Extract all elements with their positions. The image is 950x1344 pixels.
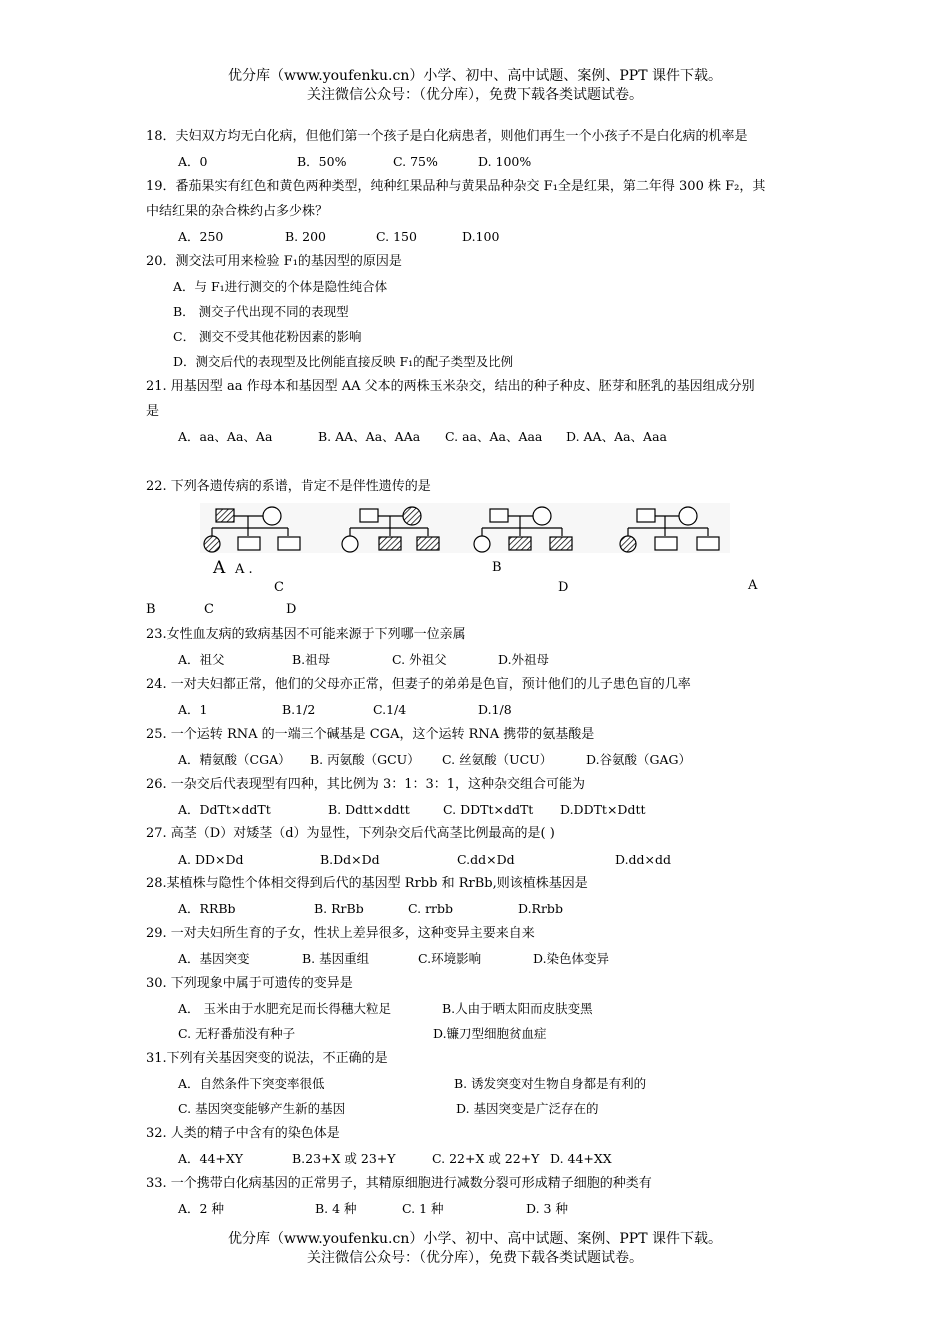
- pedigree-label-d: D: [558, 580, 569, 595]
- q26-option-c: C. DDTt×ddTt: [443, 802, 534, 817]
- q25-option-d: D.谷氨酸（GAG）: [586, 752, 692, 767]
- q24-option-c: C.1/4: [373, 702, 407, 717]
- pedigree-label-c: C: [274, 580, 284, 595]
- q20-option-d: D．测交后代的表现型及比例能直接反映 F₁的配子类型及比例: [173, 354, 514, 369]
- pedigree-label-a-right: A: [748, 578, 758, 593]
- question-20-stem: 20．测交法可用来检验 F₁的基因型的原因是: [146, 254, 402, 269]
- q25-option-a: A．精氨酸（CGA）: [178, 752, 291, 767]
- q26-option-b: B. Ddtt×ddtt: [328, 802, 410, 817]
- q28-option-c: C. rrbb: [408, 901, 454, 916]
- pedigree-diagrams: [200, 503, 730, 553]
- q19-option-d: D.100: [462, 229, 500, 244]
- q18-option-d: D. 100%: [478, 154, 532, 169]
- q20-option-b: B． 测交子代出现不同的表现型: [173, 304, 349, 319]
- footer-line-1: 优分库（www.youfenku.cn）小学、初中、高中试题、案例、PPT 课件下载。: [227, 1231, 722, 1247]
- question-32-stem: 32. 人类的精子中含有的染色体是: [146, 1126, 340, 1141]
- q18-option-a: A．0: [178, 154, 208, 169]
- question-26-stem: 26. 一杂交后代表现型有四种，其比例为 3：1：3：1，这种杂交组合可能为: [146, 777, 586, 792]
- question-31-stem: 31.下列有关基因突变的说法，不正确的是: [146, 1051, 388, 1066]
- q27-option-d: D.dd×dd: [615, 852, 672, 867]
- q30-option-c: C. 无籽番茄没有种子: [178, 1026, 296, 1041]
- q29-option-d: D.染色体变异: [533, 951, 610, 966]
- q33-option-a: A．2 种: [178, 1201, 224, 1216]
- q19-option-b: B. 200: [285, 229, 326, 244]
- q26-option-d: D.DDTt×Ddtt: [560, 802, 646, 817]
- q20-option-a: A．与 F₁进行测交的个体是隐性纯合体: [173, 279, 388, 294]
- q21-option-b: B. AA、Aa、AAa: [318, 429, 421, 444]
- q19-option-c: C. 150: [376, 229, 417, 244]
- q18-option-b: B．50%: [297, 154, 347, 169]
- question-25-stem: 25. 一个运转 RNA 的一端三个碱基是 CGA，这个运转 RNA 携带的氨基酸是: [146, 727, 595, 742]
- q32-option-c: C. 22+X 或 22+Y: [432, 1151, 540, 1166]
- q19-option-a: A．250: [178, 229, 224, 244]
- question-19-stem-1: 19．番茄果实有红色和黄色两种类型，纯种红果品种与黄果品种杂交 F₁全是红果，第二年得 300 株 F₂，其: [146, 179, 766, 194]
- q23-option-a: A．祖父: [178, 652, 225, 667]
- q32-option-a: A．44+XY: [178, 1151, 244, 1166]
- q27-option-c: C.dd×Dd: [457, 852, 515, 867]
- question-24-stem: 24. 一对夫妇都正常，他们的父母亦正常，但妻子的弟弟是色盲，预计他们的儿子患色盲的几率: [146, 677, 691, 692]
- q31-option-a: A．自然条件下突变率很低: [178, 1076, 325, 1091]
- pedigree-row-label-b: B: [146, 602, 156, 617]
- q24-option-d: D.1/8: [478, 702, 512, 717]
- question-30-stem: 30. 下列现象中属于可遗传的变异是: [146, 976, 353, 991]
- q21-option-a: A．aa、Aa、Aa: [178, 429, 273, 444]
- q32-option-d: D. 44+XX: [550, 1151, 612, 1166]
- q31-option-d: D. 基因突变是广泛存在的: [456, 1101, 599, 1116]
- q21-option-c: C. aa、Aa、Aaa: [445, 429, 543, 444]
- q26-option-a: A．DdTt×ddTt: [178, 802, 271, 817]
- question-19-stem-2: 中结红果的杂合株约占多少株？: [146, 204, 329, 219]
- question-23-stem: 23.女性血友病的致病基因不可能来源于下列哪一位亲属: [146, 627, 466, 642]
- q23-option-b: B.祖母: [292, 652, 331, 667]
- q30-option-b: B.人由于晒太阳而皮肤变黑: [442, 1001, 593, 1016]
- q28-option-b: B. RrBb: [314, 901, 364, 916]
- pedigree-row-label-d: D: [286, 602, 297, 617]
- q30-option-a: A． 玉米由于水肥充足而长得穗大粒足: [178, 1001, 392, 1016]
- header-line-2: 关注微信公众号：（优分库），免费下载各类试题试卷。: [307, 87, 643, 103]
- q29-option-a: A．基因突变: [178, 951, 250, 966]
- q25-option-c: C. 丝氨酸（UCU）: [442, 752, 553, 767]
- q28-option-a: A．RRBb: [178, 901, 236, 916]
- question-33-stem: 33. 一个携带白化病基因的正常男子，其精原细胞进行减数分裂可形成精子细胞的种类有: [146, 1176, 652, 1191]
- q23-option-d: D.外祖母: [498, 652, 550, 667]
- q23-option-c: C. 外祖父: [392, 652, 447, 667]
- q21-option-d: D. AA、Aa、Aaa: [566, 429, 667, 444]
- q28-option-d: D.Rrbb: [518, 901, 563, 916]
- question-28-stem: 28.某植株与隐性个体相交得到后代的基因型 Rrbb 和 RrBb,则该植株基因是: [146, 876, 588, 891]
- pedigree-label-a-large: A: [213, 558, 226, 578]
- q27-option-a: A. DD×Dd: [178, 852, 244, 867]
- q18-option-c: C. 75%: [393, 154, 438, 169]
- header-line-1: 优分库（www.youfenku.cn）小学、初中、高中试题、案例、PPT 课件下载。: [227, 68, 722, 84]
- footer-line-2: 关注微信公众号：（优分库），免费下载各类试题试卷。: [307, 1250, 643, 1266]
- q20-option-c: C． 测交不受其他花粉因素的影响: [173, 329, 362, 344]
- q24-option-b: B.1/2: [282, 702, 316, 717]
- q29-option-c: C.环境影响: [418, 951, 482, 966]
- question-21-stem-1: 21. 用基因型 aa 作母本和基因型 AA 父本的两株玉米杂交，结出的种子种皮、胚芽和胚乳的基因组成分别: [146, 379, 755, 394]
- q31-option-b: B. 诱发突变对生物自身都是有利的: [454, 1076, 647, 1091]
- question-29-stem: 29. 一对夫妇所生育的子女，性状上差异很多，这种变异主要来自来: [146, 926, 535, 941]
- q32-option-b: B.23+X 或 23+Y: [292, 1151, 396, 1166]
- question-22-stem: 22. 下列各遗传病的系谱，肯定不是伴性遗传的是: [146, 479, 431, 494]
- q33-option-c: C. 1 种: [402, 1201, 444, 1216]
- q27-option-b: B.Dd×Dd: [320, 852, 380, 867]
- question-27-stem: 27. 高茎（D）对矮茎（d）为显性，下列杂交后代高茎比例最高的是( ): [146, 826, 555, 841]
- q33-option-b: B. 4 种: [315, 1201, 357, 1216]
- q25-option-b: B. 丙氨酸（GCU）: [310, 752, 420, 767]
- pedigree-label-a-small: A .: [235, 562, 253, 577]
- q31-option-c: C. 基因突变能够产生新的基因: [178, 1101, 346, 1116]
- q29-option-b: B. 基因重组: [302, 951, 370, 966]
- pedigree-row-label-c: C: [204, 602, 214, 617]
- pedigree-label-b: B: [492, 560, 502, 575]
- question-18-stem: 18．夫妇双方均无白化病，但他们第一个孩子是白化病患者，则他们再生一个小孩子不是白化病的机率是: [146, 129, 748, 144]
- question-21-stem-2: 是: [146, 404, 160, 419]
- q24-option-a: A．1: [178, 702, 208, 717]
- q33-option-d: D. 3 种: [526, 1201, 568, 1216]
- q30-option-d: D.镰刀型细胞贫血症: [433, 1026, 547, 1041]
